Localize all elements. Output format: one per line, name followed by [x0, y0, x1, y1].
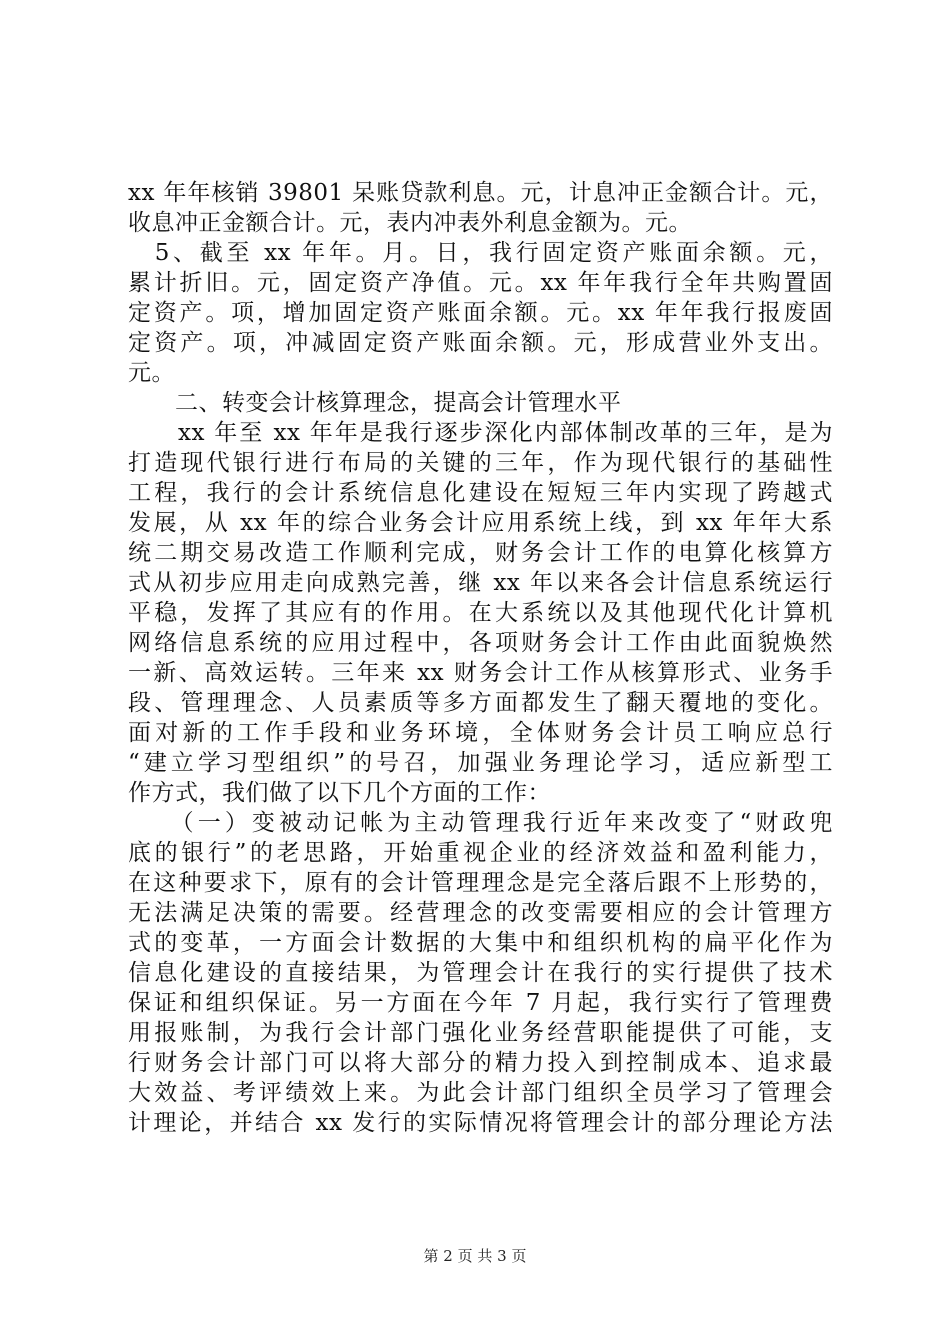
- page-footer: 第 2 页 共 3 页: [423, 1247, 527, 1265]
- text-line: 发展，从 xx 年的综合业务会计应用系统上线，到 xx 年年大系: [128, 510, 833, 536]
- text-line: 统二期交易改造工作顺利完成，财务会计工作的电算化核算方: [128, 540, 833, 566]
- text-line: 计理论，并结合 xx 发行的实际情况将管理会计的部分理论方法: [128, 1110, 833, 1136]
- text-line: 在这种要求下，原有的会计管理理念是完全落后跟不上形势的，: [128, 870, 833, 896]
- text-line: 保证和组织保证。另一方面在今年 7 月起，我行实行了管理费: [128, 990, 833, 1016]
- text-line: 作方式，我们做了以下几个方面的工作：: [128, 780, 551, 806]
- text-line: （一）变被动记帐为主动管理我行近年来改变了“财政兜: [128, 810, 833, 836]
- text-line: 行财务会计部门可以将大部分的精力投入到控制成本、追求最: [128, 1050, 833, 1076]
- text-line: 定资产。项，冲减固定资产账面余额。元，形成营业外支出。: [128, 330, 833, 356]
- text-line: 底的银行”的老思路，开始重视企业的经济效益和盈利能力，: [128, 840, 833, 866]
- text-line: 打造现代银行进行布局的关键的三年，作为现代银行的基础性: [128, 450, 833, 476]
- text-line: 累计折旧。元，固定资产净值。元。xx 年年我行全年共购置固: [128, 270, 833, 296]
- text-line: 式的变革，一方面会计数据的大集中和组织机构的扁平化作为: [128, 930, 833, 956]
- text-line: 式从初步应用走向成熟完善，继 xx 年以来各会计信息系统运行: [128, 570, 833, 596]
- text-line: 5、截至 xx 年年。月。日，我行固定资产账面余额。元，: [128, 240, 833, 266]
- body-text: [128, 178, 833, 1138]
- text-line: 信息化建设的直接结果，为管理会计在我行的实行提供了技术: [128, 960, 833, 986]
- text-line: 大效益、考评绩效上来。为此会计部门组织全员学习了管理会: [128, 1080, 833, 1106]
- text-line: xx 年年核销 39801 呆账贷款利息。元，计息冲正金额合计。元，: [128, 180, 833, 206]
- text-line: 一新、高效运转。三年来 xx 财务会计工作从核算形式、业务手: [128, 660, 833, 686]
- text-line: 段、管理理念、人员素质等多方面都发生了翻天覆地的变化。: [128, 690, 833, 716]
- text-line: “建立学习型组织”的号召，加强业务理论学习，适应新型工: [128, 750, 833, 776]
- text-line: xx 年至 xx 年年是我行逐步深化内部体制改革的三年，是为: [128, 420, 833, 446]
- text-line: 平稳，发挥了其应有的作用。在大系统以及其他现代化计算机: [128, 600, 833, 626]
- section-heading: 二、转变会计核算理念，提高会计管理水平: [128, 390, 622, 416]
- text-line: 工程，我行的会计系统信息化建设在短短三年内实现了跨越式: [128, 480, 833, 506]
- text-line: 用报账制，为我行会计部门强化业务经营职能提供了可能，支: [128, 1020, 833, 1046]
- text-line: 定资产。项，增加固定资产账面余额。元。xx 年年我行报废固: [128, 300, 833, 326]
- text-line: 网络信息系统的应用过程中，各项财务会计工作由此面貌焕然: [128, 630, 833, 656]
- text-line: 元。: [128, 360, 175, 386]
- text-line: 无法满足决策的需要。经营理念的改变需要相应的会计管理方: [128, 900, 833, 926]
- text-line: 收息冲正金额合计。元，表内冲表外利息金额为。元。: [128, 210, 692, 236]
- text-line: 面对新的工作手段和业务环境，全体财务会计员工响应总行: [128, 720, 833, 746]
